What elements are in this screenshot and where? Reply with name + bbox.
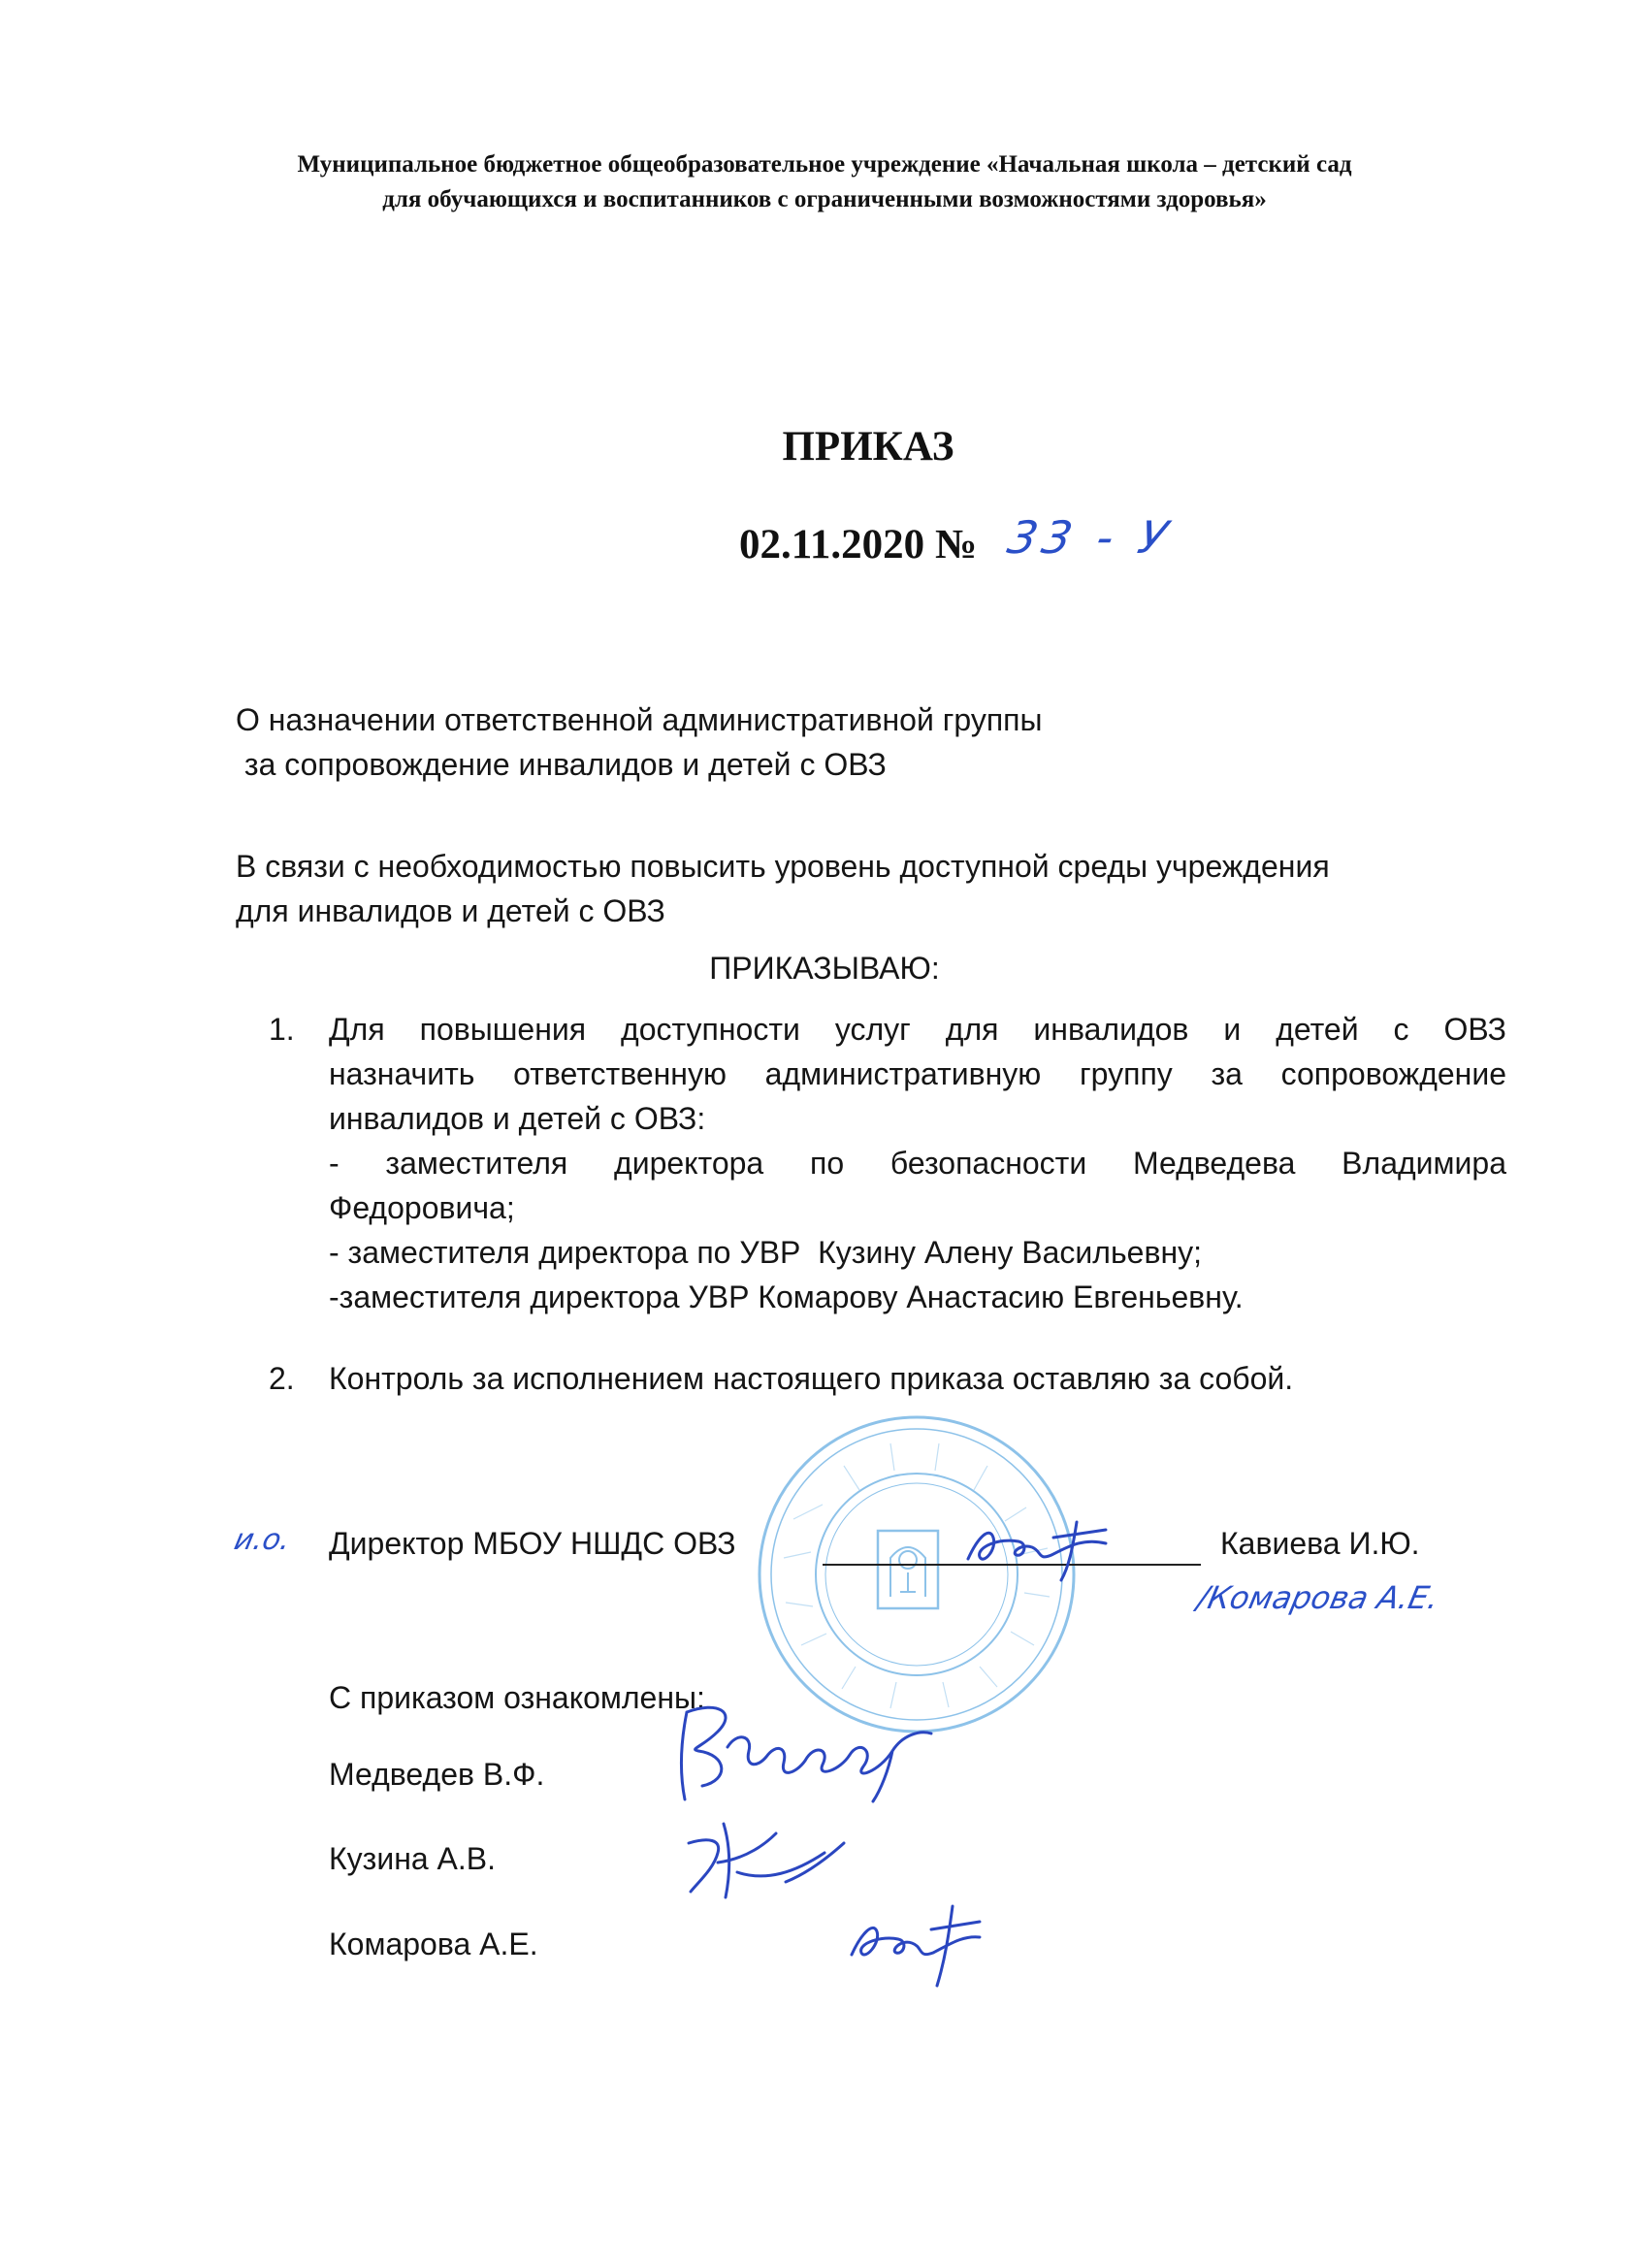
document-number-handwritten: 33 - У — [1003, 511, 1179, 564]
acquainted-name: Медведев В.Ф. — [329, 1757, 545, 1792]
signature-kuzina — [679, 1814, 854, 1901]
item-line: назначить ответственную административную группу за сопровождение — [329, 1056, 1506, 1091]
director-name: Кавиева И.Ю. — [1220, 1526, 1420, 1561]
header-line-1: Муниципальное бюджетное общеобразовательное учреждение «Начальная школа – детский сад — [297, 151, 1352, 178]
item-line: Контроль за исполнением настоящего приказа оставляю за собой. — [329, 1361, 1294, 1396]
item-line: -заместителя директора УВР Комарову Анастасию Евгеньевну. — [329, 1280, 1244, 1314]
signature-medvedev — [660, 1693, 941, 1809]
header-line-2: для обучающихся и воспитанников с ограниченными возможностями здоровья» — [382, 186, 1267, 212]
order-word: ПРИКАЗЫВАЮ: — [709, 951, 940, 986]
director-signature — [960, 1508, 1154, 1586]
subject-line-1: О назначении ответственной административной группы — [236, 702, 1043, 737]
item-line: Для повышения доступности услуг для инвалидов и детей с ОВЗ — [329, 1012, 1506, 1047]
order-item-2 — [269, 1356, 1506, 1401]
order-reason — [236, 844, 1506, 933]
reason-line-2: для инвалидов и детей с ОВЗ — [236, 893, 665, 928]
director-position: Директор МБОУ НШДС ОВЗ — [329, 1526, 736, 1561]
item-number: 1. — [269, 1012, 295, 1047]
acquainted-title: С приказом ознакомлены: — [329, 1680, 705, 1715]
document-date: 02.11.2020 № — [739, 522, 978, 567]
subject-line-2: за сопровождение инвалидов и детей с ОВЗ — [236, 747, 887, 782]
document-title: ПРИКАЗ — [782, 424, 954, 470]
item-line: инвалидов и детей с ОВЗ: — [329, 1101, 706, 1136]
reason-line-1: В связи с необходимостью повысить уровень доступной среды учреждения — [236, 849, 1330, 884]
item-number: 2. — [269, 1361, 295, 1396]
item-line: Федоровича; — [329, 1190, 515, 1225]
order-subject — [236, 697, 1303, 787]
order-item-1 — [269, 1007, 1506, 1319]
item-line: - заместителя директора по безопасности Медведева Владимира — [329, 1146, 1506, 1181]
item-line: - заместителя директора по УВР Кузину Алену Васильевну; — [329, 1235, 1202, 1270]
acting-prefix-handwritten: и.о. — [231, 1523, 294, 1557]
institution-header — [175, 147, 1474, 217]
acquainted-name: Комарова А.Е. — [329, 1927, 538, 1961]
handwritten-acting-name: /Комарова А.Е. — [1193, 1579, 1442, 1616]
acquainted-name: Кузина А.В. — [329, 1841, 497, 1876]
signature-komarova — [844, 1896, 989, 1993]
